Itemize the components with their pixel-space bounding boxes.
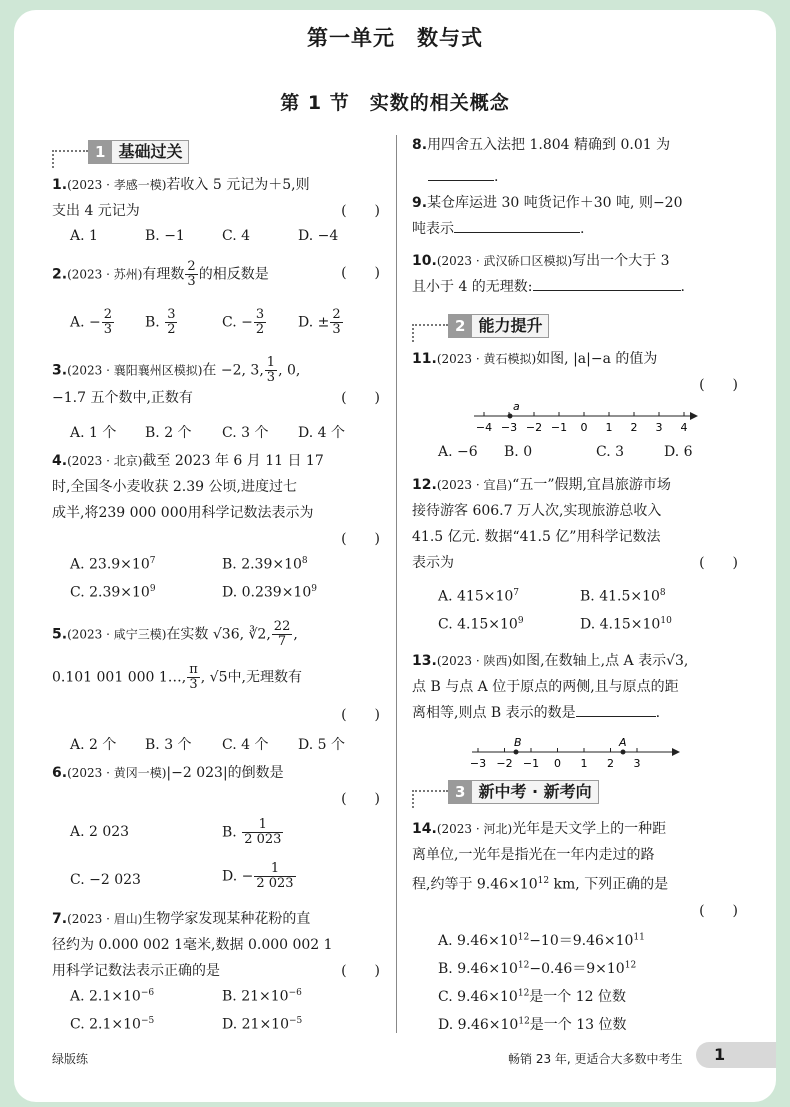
denominator: 3 — [103, 322, 113, 337]
option-d — [438, 1014, 627, 1034]
option-label: B. — [145, 314, 165, 331]
question-text: 如图, |a|−a 的值为 — [536, 351, 658, 367]
answer-parens: ( ) — [341, 963, 380, 979]
denominator: 3 — [332, 322, 341, 337]
exponent: 9 — [517, 616, 524, 626]
question-6 — [52, 760, 384, 812]
question-text: −1.7 五个数中,正数有 — [52, 390, 193, 406]
exponent: 12 — [517, 960, 530, 971]
axis-tick-label: −3 — [500, 421, 518, 434]
option-label: D. − — [222, 868, 254, 885]
point-a — [621, 750, 626, 755]
question-1 — [52, 172, 384, 224]
question-number: 9. — [412, 195, 428, 211]
exponent: 8 — [301, 556, 308, 566]
point-a-label: a — [513, 400, 520, 413]
question-source: (2023 · 孝感一模) — [67, 178, 167, 192]
denominator: 3 — [266, 370, 276, 385]
banner-dots — [412, 324, 448, 342]
question-4 — [52, 448, 384, 552]
axis-tick-label: 0 — [580, 421, 588, 434]
option-d: D. 5 个 — [298, 737, 345, 753]
denominator: 7 — [277, 634, 287, 649]
option-a: A. 2 个 — [70, 737, 117, 753]
option-a — [438, 588, 519, 605]
axis-tick-label: 0 — [554, 757, 561, 770]
option-label: B. — [222, 824, 242, 841]
question-text: 时,全国冬小麦收获 2.39 公顷,进度过七 — [52, 479, 297, 495]
numerator: 22 — [273, 619, 291, 634]
option-text: D. 0.239×10 — [222, 584, 312, 601]
exponent: −5 — [289, 1016, 303, 1026]
answer-blank[interactable] — [454, 216, 580, 233]
option-c: C. 4 — [222, 228, 251, 244]
banner-label: 新中考 · 新考向 — [472, 780, 598, 804]
question-2 — [52, 260, 384, 289]
question-9 — [412, 190, 742, 242]
exponent: 12 — [517, 932, 530, 943]
option-label: C. − — [222, 314, 253, 331]
question-13 — [412, 648, 742, 726]
numerator: 1 — [242, 818, 283, 833]
point-a — [508, 414, 513, 419]
fraction — [254, 308, 266, 337]
question-3 — [52, 356, 384, 411]
option-b — [145, 308, 178, 337]
option-a — [70, 988, 154, 1005]
option-d: D. 6 — [664, 444, 693, 460]
question-10 — [412, 248, 742, 300]
question-source: (2023 · 黄冈一模) — [67, 766, 167, 780]
denominator: 2 — [255, 322, 265, 337]
footer-slogan: 畅销 23 年, 更适合大多数中考生 — [508, 1052, 683, 1066]
denominator: 3 — [187, 274, 196, 289]
option-a: A. 2 023 — [70, 824, 130, 840]
question-text: 截至 2023 年 6 月 11 日 17 — [142, 453, 324, 469]
option-b: B. 0 — [504, 444, 533, 460]
question-text: . — [494, 169, 499, 185]
question-text: 成半,将239 000 000用科学记数法表示为 — [52, 505, 314, 521]
point-b — [514, 750, 519, 755]
axis-tick-label: −3 — [469, 757, 487, 770]
option-c — [438, 986, 626, 1006]
numerator: 3 — [167, 307, 176, 322]
axis-tick-label: −1 — [550, 421, 568, 434]
axis-tick-label: 1 — [605, 421, 613, 434]
option-text: C. 4.15×10 — [438, 616, 518, 633]
option-text: B. 9.46×10 — [438, 961, 518, 977]
question-5 — [52, 620, 384, 728]
answer-blank[interactable] — [576, 700, 656, 717]
option-a: A. −6 — [438, 444, 478, 460]
option-c — [70, 1016, 154, 1033]
option-text: D. 4.15×10 — [580, 616, 661, 633]
axis-tick-label: 4 — [680, 421, 688, 434]
question-text: . — [680, 279, 685, 295]
exponent: 12 — [537, 876, 550, 886]
question-number: 8. — [412, 137, 428, 153]
question-text: 在实数 √36, ∛2, — [166, 626, 271, 643]
numerator: 2 — [187, 259, 196, 274]
option-text: 是一个 12 位数 — [529, 989, 627, 1005]
option-d — [580, 616, 672, 633]
banner-number: 1 — [88, 140, 112, 164]
option-a — [70, 308, 115, 337]
question-8 — [412, 132, 742, 190]
banner-advanced — [412, 310, 549, 342]
exponent: −6 — [140, 988, 155, 998]
question-text: 径约为 0.000 002 1毫米,数据 0.000 002 1 — [52, 937, 333, 953]
option-text: 是一个 13 位数 — [529, 1017, 627, 1033]
fraction — [330, 308, 342, 337]
numerator: 2 — [332, 307, 341, 322]
question-source: (2023 · 陕西) — [436, 654, 513, 668]
footer-brand: 绿版练 — [52, 1052, 89, 1066]
question-text: 吨表示 — [412, 221, 454, 237]
option-c: C. −2 023 — [70, 872, 141, 888]
question-source: (2023 · 眉山) — [67, 912, 143, 926]
question-text: 在 −2, 3, — [202, 362, 264, 379]
numerator: 1 — [254, 862, 295, 877]
option-b: B. 2 个 — [145, 425, 192, 441]
exponent: −6 — [288, 988, 302, 998]
question-text: 支出 4 元记为 — [52, 203, 140, 219]
fraction — [102, 308, 114, 337]
question-text: , 0, — [278, 362, 301, 379]
question-number: 14. — [412, 821, 437, 837]
option-b: B. 3 个 — [145, 737, 192, 753]
number-line-q11 — [470, 400, 700, 440]
banner-dots — [52, 150, 88, 168]
question-source: (2023 · 河北) — [436, 822, 513, 836]
question-source: (2023 · 武汉硚口区模拟) — [436, 254, 573, 268]
question-source: (2023 · 黄石模拟) — [436, 352, 537, 366]
answer-parens: ( ) — [341, 265, 380, 281]
question-text: 离相等,则点 B 表示的数是 — [412, 705, 576, 721]
question-text: 用科学记数法表示正确的是 — [52, 963, 220, 979]
exponent: 11 — [633, 932, 645, 943]
question-12 — [412, 472, 742, 576]
option-d — [222, 584, 317, 601]
numerator: 3 — [255, 307, 265, 322]
answer-parens: ( ) — [699, 377, 738, 393]
option-c: C. 3 个 — [222, 425, 269, 441]
answer-parens: ( ) — [341, 791, 380, 807]
question-text: 用四舍五入法把 1.804 精确到 0.01 为 — [427, 137, 671, 153]
axis-tick-label: −2 — [496, 757, 513, 770]
option-text: C. 9.46×10 — [438, 989, 518, 1005]
axis-arrow — [672, 748, 680, 756]
page-number-tab — [696, 1042, 776, 1068]
option-b: B. −1 — [145, 228, 185, 244]
option-a — [70, 556, 155, 573]
fraction — [254, 862, 295, 891]
axis-ticks — [470, 748, 641, 770]
banner-basic — [52, 136, 189, 168]
point-b-label: B — [514, 736, 522, 749]
question-number: 11. — [412, 351, 437, 367]
question-text: 表示为 — [412, 555, 454, 571]
option-label: A. − — [70, 314, 101, 331]
question-14 — [412, 816, 742, 924]
fraction — [272, 620, 293, 649]
denominator: 2 — [167, 322, 176, 337]
question-text: 某仓库运进 30 吨货记作＋30 吨, 则−20 — [427, 195, 683, 211]
option-text: A. 415×10 — [438, 588, 514, 605]
question-11 — [412, 346, 742, 398]
page-number: 1 — [714, 1045, 726, 1064]
option-text: D. 21×10 — [222, 1016, 289, 1033]
option-a — [438, 930, 645, 950]
answer-parens: ( ) — [699, 555, 738, 571]
banner-label: 能力提升 — [472, 314, 549, 338]
question-text: . — [580, 221, 585, 237]
option-text: A. 2.1×10 — [70, 988, 141, 1005]
denominator: 3 — [189, 677, 198, 692]
question-number: 10. — [412, 253, 437, 269]
question-source: (2023 · 北京) — [67, 454, 143, 468]
axis-tick-label: −2 — [525, 421, 543, 434]
section-title: 第 1 节 实数的相关概念 — [280, 92, 510, 114]
question-text: 且小于 4 的无理数: — [412, 279, 533, 295]
question-text: . — [655, 705, 661, 721]
axis-tick-label: −4 — [475, 421, 493, 434]
fraction — [165, 308, 177, 337]
number-line-q13 — [468, 736, 683, 770]
question-text: 的相反数是 — [198, 266, 269, 283]
banner-label: 基础过关 — [112, 140, 189, 164]
axis-tick-label: 1 — [580, 757, 588, 770]
numerator: π — [189, 662, 198, 677]
column-divider — [396, 135, 397, 1033]
option-text: C. 2.1×10 — [70, 1016, 141, 1033]
answer-blank[interactable] — [533, 274, 681, 291]
exponent: 12 — [517, 988, 530, 999]
question-text: , √5中,无理数有 — [200, 669, 302, 686]
exponent: 7 — [149, 556, 156, 566]
option-text: A. 23.9×10 — [70, 556, 150, 573]
answer-parens: ( ) — [699, 902, 738, 919]
answer-parens: ( ) — [341, 390, 380, 406]
question-number: 3. — [52, 362, 68, 379]
question-text: 41.5 亿元. 数据“41.5 亿”用科学记数法 — [412, 529, 661, 545]
banner-dots — [412, 790, 448, 808]
option-a: A. 1 个 — [70, 425, 117, 441]
question-text: 写出一个大于 3 — [572, 253, 670, 269]
option-d — [222, 1016, 302, 1033]
point-a-label: A — [619, 736, 627, 749]
question-text: 生物学家发现某种花粉的直 — [142, 911, 311, 927]
question-source: (2023 · 宜昌) — [436, 478, 513, 492]
axis-tick-label: 3 — [655, 421, 663, 434]
option-text: B. 21×10 — [222, 988, 289, 1005]
question-number: 12. — [412, 477, 437, 493]
axis-tick-label: 2 — [630, 421, 638, 434]
banner-number: 3 — [448, 780, 472, 804]
unit-title: 第一单元 数与式 — [307, 26, 483, 50]
question-source: (2023 · 咸宁三模) — [67, 627, 167, 642]
question-number: 2. — [52, 266, 68, 283]
answer-parens: ( ) — [341, 707, 380, 723]
fraction — [265, 356, 277, 385]
option-d — [298, 308, 344, 337]
fraction — [242, 818, 283, 847]
question-number: 5. — [52, 626, 68, 643]
question-text: 光年是天文学上的一种距 — [512, 821, 667, 837]
banner-new — [412, 776, 599, 808]
answer-parens: ( ) — [341, 531, 380, 547]
exponent: −5 — [140, 1016, 155, 1026]
denominator: 2 023 — [244, 832, 282, 847]
exponent: 9 — [149, 584, 156, 594]
option-c: C. 4 个 — [222, 737, 269, 753]
question-text: “五一”假期,宜昌旅游市场 — [512, 477, 671, 493]
question-number: 4. — [52, 453, 68, 469]
numerator: 2 — [103, 307, 113, 322]
option-text: D. 9.46×10 — [438, 1017, 519, 1033]
question-number: 13. — [412, 653, 437, 669]
exponent: 9 — [311, 584, 317, 594]
option-d: D. −4 — [298, 228, 339, 244]
fraction — [187, 663, 200, 692]
numerator: 1 — [266, 355, 276, 370]
option-d: D. 4 个 — [298, 425, 345, 441]
question-text: 点 B 与点 A 位于原点的两侧,且与原点的距 — [412, 679, 679, 695]
exponent: 10 — [660, 616, 672, 626]
question-text: 离单位,一光年是指光在一年内走过的路 — [412, 847, 655, 863]
option-b — [222, 556, 308, 573]
option-text: C. 2.39×10 — [70, 584, 150, 601]
question-source: (2023 · 苏州) — [67, 267, 143, 282]
question-text: km, 下列正确的是 — [549, 876, 669, 893]
option-a: A. 1 — [70, 228, 98, 244]
axis-tick-label: 2 — [607, 757, 614, 770]
exponent: 12 — [518, 1016, 530, 1027]
question-text: 若收入 5 元记为＋5,则 — [166, 177, 310, 193]
axis-tick-label: 3 — [633, 757, 641, 770]
question-text: 0.101 001 000 1…, — [52, 669, 187, 686]
option-c — [438, 616, 524, 633]
question-number: 6. — [52, 765, 68, 781]
option-b — [580, 588, 666, 605]
option-b — [222, 818, 284, 847]
option-c — [222, 308, 267, 337]
option-text: −0.46＝9×10 — [529, 961, 625, 977]
option-c: C. 3 — [596, 444, 625, 460]
exponent: 7 — [513, 588, 520, 598]
answer-blank[interactable] — [428, 164, 494, 181]
option-c — [70, 584, 156, 601]
question-text: 接待游客 606.7 万人次,实现旅游总收入 — [412, 503, 662, 519]
question-text: 如图,在数轴上,点 A 表示√3, — [512, 653, 689, 669]
exponent: 8 — [659, 588, 666, 598]
axis-tick-label: −1 — [522, 757, 540, 770]
exponent: 12 — [624, 960, 637, 971]
question-7 — [52, 906, 384, 984]
question-number: 7. — [52, 911, 68, 927]
question-text: |−2 023|的倒数是 — [166, 765, 284, 781]
axis-arrow — [690, 412, 698, 420]
denominator: 2 023 — [256, 876, 294, 891]
question-text: 有理数 — [142, 266, 185, 283]
question-source: (2023 · 襄阳襄州区模拟) — [67, 363, 203, 378]
option-text: B. 2.39×10 — [222, 556, 302, 573]
option-b — [438, 958, 636, 978]
banner-number: 2 — [448, 314, 472, 338]
question-text: , — [293, 626, 298, 643]
question-number: 1. — [52, 177, 68, 193]
answer-parens: ( ) — [341, 203, 380, 219]
option-text: B. 41.5×10 — [580, 588, 660, 605]
option-d — [222, 862, 297, 891]
option-b — [222, 988, 302, 1005]
option-label: D. ± — [298, 314, 330, 331]
option-text: A. 9.46×10 — [438, 933, 518, 949]
fraction — [185, 260, 197, 289]
question-text: 程,约等于 9.46×10 — [412, 876, 538, 893]
option-text: −10＝9.46×10 — [529, 933, 634, 949]
